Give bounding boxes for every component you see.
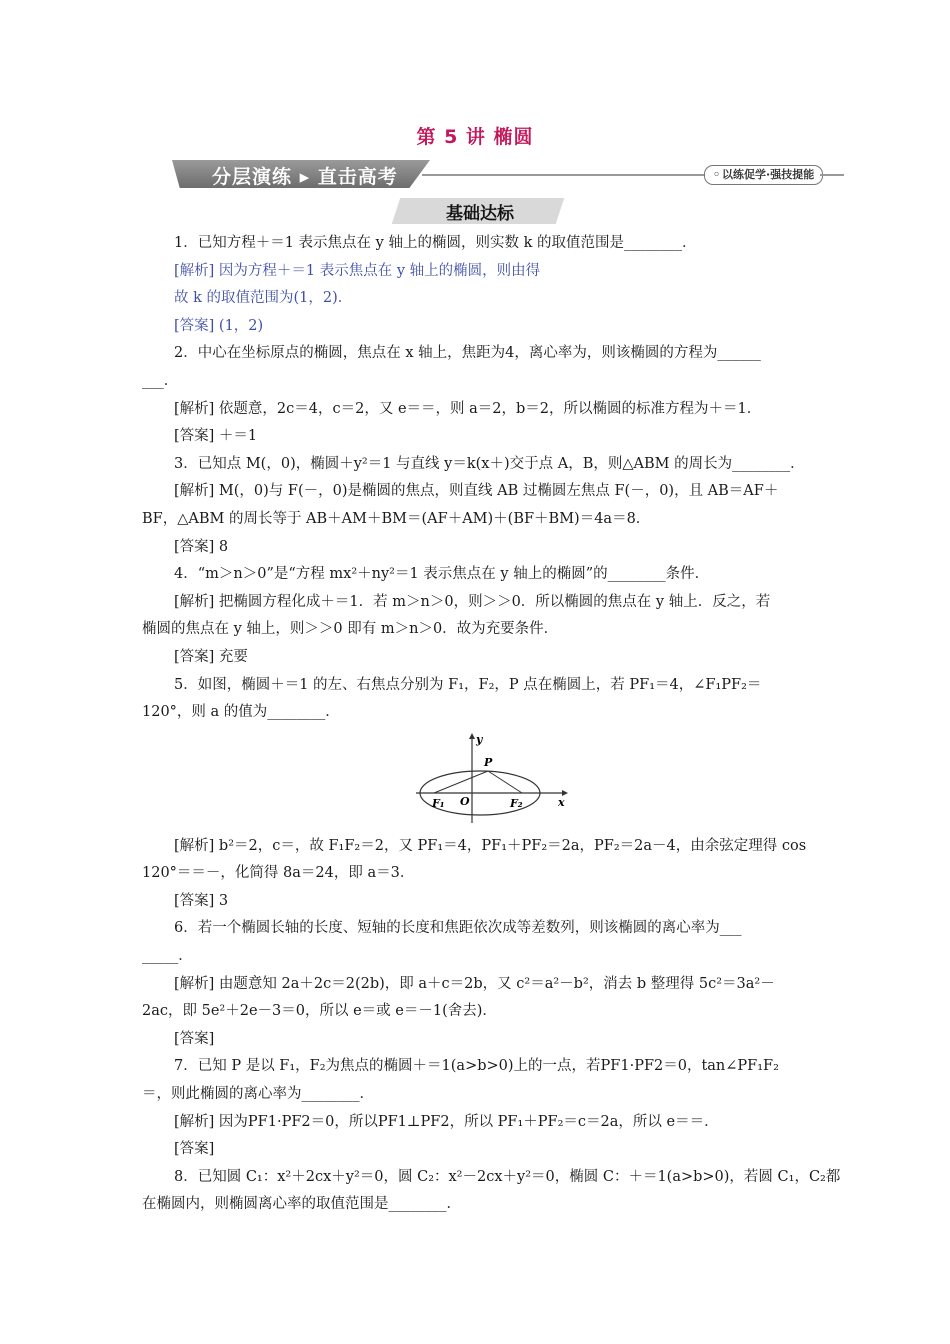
ellipse-diagram — [412, 731, 572, 827]
q2-analysis: [解析] 依题意，2c＝4，c＝2，又 e＝＝，则 a＝2，b＝2，所以椭圆的标准方程为＋＝1． — [174, 400, 762, 417]
banner-rule-end — [820, 174, 844, 176]
q3-analysis: [解析] M(，0)与 F(－，0)是椭圆的焦点，则直线 AB 过椭圆左焦点 F(－，0)，且 AB＝AF＋ — [174, 483, 779, 500]
banner-rule — [422, 174, 704, 176]
q6-analysis-cont: 2ac，即 5e²＋2e－3＝0，所以 e＝或 e＝－1(舍去)． — [142, 1003, 497, 1020]
label-f2: F₂ — [510, 796, 523, 810]
label-p: P — [484, 755, 493, 769]
label-f1: F₁ — [432, 796, 445, 810]
banner-tag: ◦ 以练促学·强技提能 — [704, 165, 823, 185]
q2-answer: [答案] ＋＝1 — [174, 428, 258, 445]
q1-analysis: [解析] 因为方程＋＝1 表示焦点在 y 轴上的椭圆，则由得 — [174, 262, 541, 279]
q7-analysis: [解析] 因为PF1·PF2＝0，所以PF1⊥PF2，所以 PF₁＋PF₂＝c＝2a，所以 e＝＝． — [174, 1113, 719, 1130]
label-y: y — [476, 732, 483, 746]
q4-analysis: [解析] 把椭圆方程化成＋＝1．若 m＞n＞0，则＞＞0．所以椭圆的焦点在 y 轴上．反之，若 — [174, 593, 771, 610]
q7-line-cont: ＝，则此椭圆的离心率为________． — [142, 1086, 374, 1103]
q6-answer: [答案] — [174, 1030, 215, 1047]
q6-analysis: [解析] 由题意知 2a＋2c＝2(2b)，即 a＋c＝2b，又 c²＝a²－b²，消去 b 整理得 5c²＝3a²－ — [174, 975, 775, 992]
q3-line: 3．已知点 M(，0)，椭圆＋y²＝1 与直线 y＝k(x＋)交于点 A，B，则△ABM 的周长为________． — [174, 455, 805, 472]
q5-answer: [答案] 3 — [174, 892, 229, 909]
q7-answer: [答案] — [174, 1141, 215, 1158]
q1-answer: [答案] (1，2) — [174, 317, 264, 334]
q5-analysis-cont: 120°＝＝－，化简得 8a＝24，即 a＝3． — [142, 865, 415, 882]
q2-line: 2．中心在坐标原点的椭圆，焦点在 x 轴上，焦距为4，离心率为，则该椭圆的方程为______ — [174, 345, 761, 362]
q4-answer: [答案] 充要 — [174, 648, 248, 665]
q5-line: 5．如图，椭圆＋＝1 的左、右焦点分别为 F₁，F₂，P 点在椭圆上，若 PF₁＝4，∠F₁PF₂＝ — [174, 676, 762, 693]
q1-analysis-cont: 故 k 的取值范围为(1，2)． — [174, 290, 353, 307]
page-title: 第 5 讲 椭圆 — [416, 126, 534, 148]
q8-line: 8．已知圆 C₁：x²＋2cx＋y²＝0，圆 C₂：x²－2cx＋y²＝0，椭圆 C：＋＝1(a>b>0)，若圆 C₁，C₂都 — [174, 1168, 841, 1185]
q5-analysis: [解析] b²＝2，c＝，故 F₁F₂＝2，又 PF₁＝4，PF₁＋PF₂＝2a，PF₂＝2a－4，由余弦定理得 cos — [174, 837, 807, 854]
q1-line: 1．已知方程＋＝1 表示焦点在 y 轴上的椭圆，则实数 k 的取值范围是________． — [174, 235, 697, 251]
banner-title: 分层演练 ▸ 直击高考 — [212, 166, 398, 188]
q6-line-cont: _____． — [142, 948, 193, 965]
label-o: O — [460, 794, 470, 808]
content — [142, 230, 841, 1219]
label-x: x — [558, 795, 565, 809]
section-banner — [172, 160, 846, 190]
q3-answer: [答案] 8 — [174, 538, 229, 555]
q8-line-cont: 在椭圆内，则椭圆离心率的取值范围是________． — [142, 1196, 461, 1213]
q5-line-cont: 120°，则 a 的值为________． — [142, 704, 340, 721]
ellipse-figure — [142, 731, 812, 827]
q2-line-cont: ___． — [142, 372, 179, 389]
q6-line: 6．若一个椭圆长轴的长度、短轴的长度和焦距依次成等差数列，则该椭圆的离心率为___ — [174, 920, 742, 937]
q4-line: 4．“m＞n＞0”是“方程 mx²＋ny²＝1 表示焦点在 y 轴上的椭圆”的________条件． — [174, 566, 710, 583]
q4-analysis-cont: 椭圆的焦点在 y 轴上，则＞＞0 即有 m＞n＞0．故为充要条件． — [142, 621, 559, 638]
section-title: 基础达标 — [446, 204, 514, 224]
q7-line: 7．已知 P 是以 F₁，F₂为焦点的椭圆＋＝1(a>b>0)上的一点，若PF1·PF2＝0，tan∠PF₁F₂ — [174, 1058, 779, 1075]
q3-analysis-cont: BF，△ABM 的周长等于 AB＋AM＋BM＝(AF＋AM)＋(BF＋BM)＝4a＝8． — [142, 510, 651, 527]
